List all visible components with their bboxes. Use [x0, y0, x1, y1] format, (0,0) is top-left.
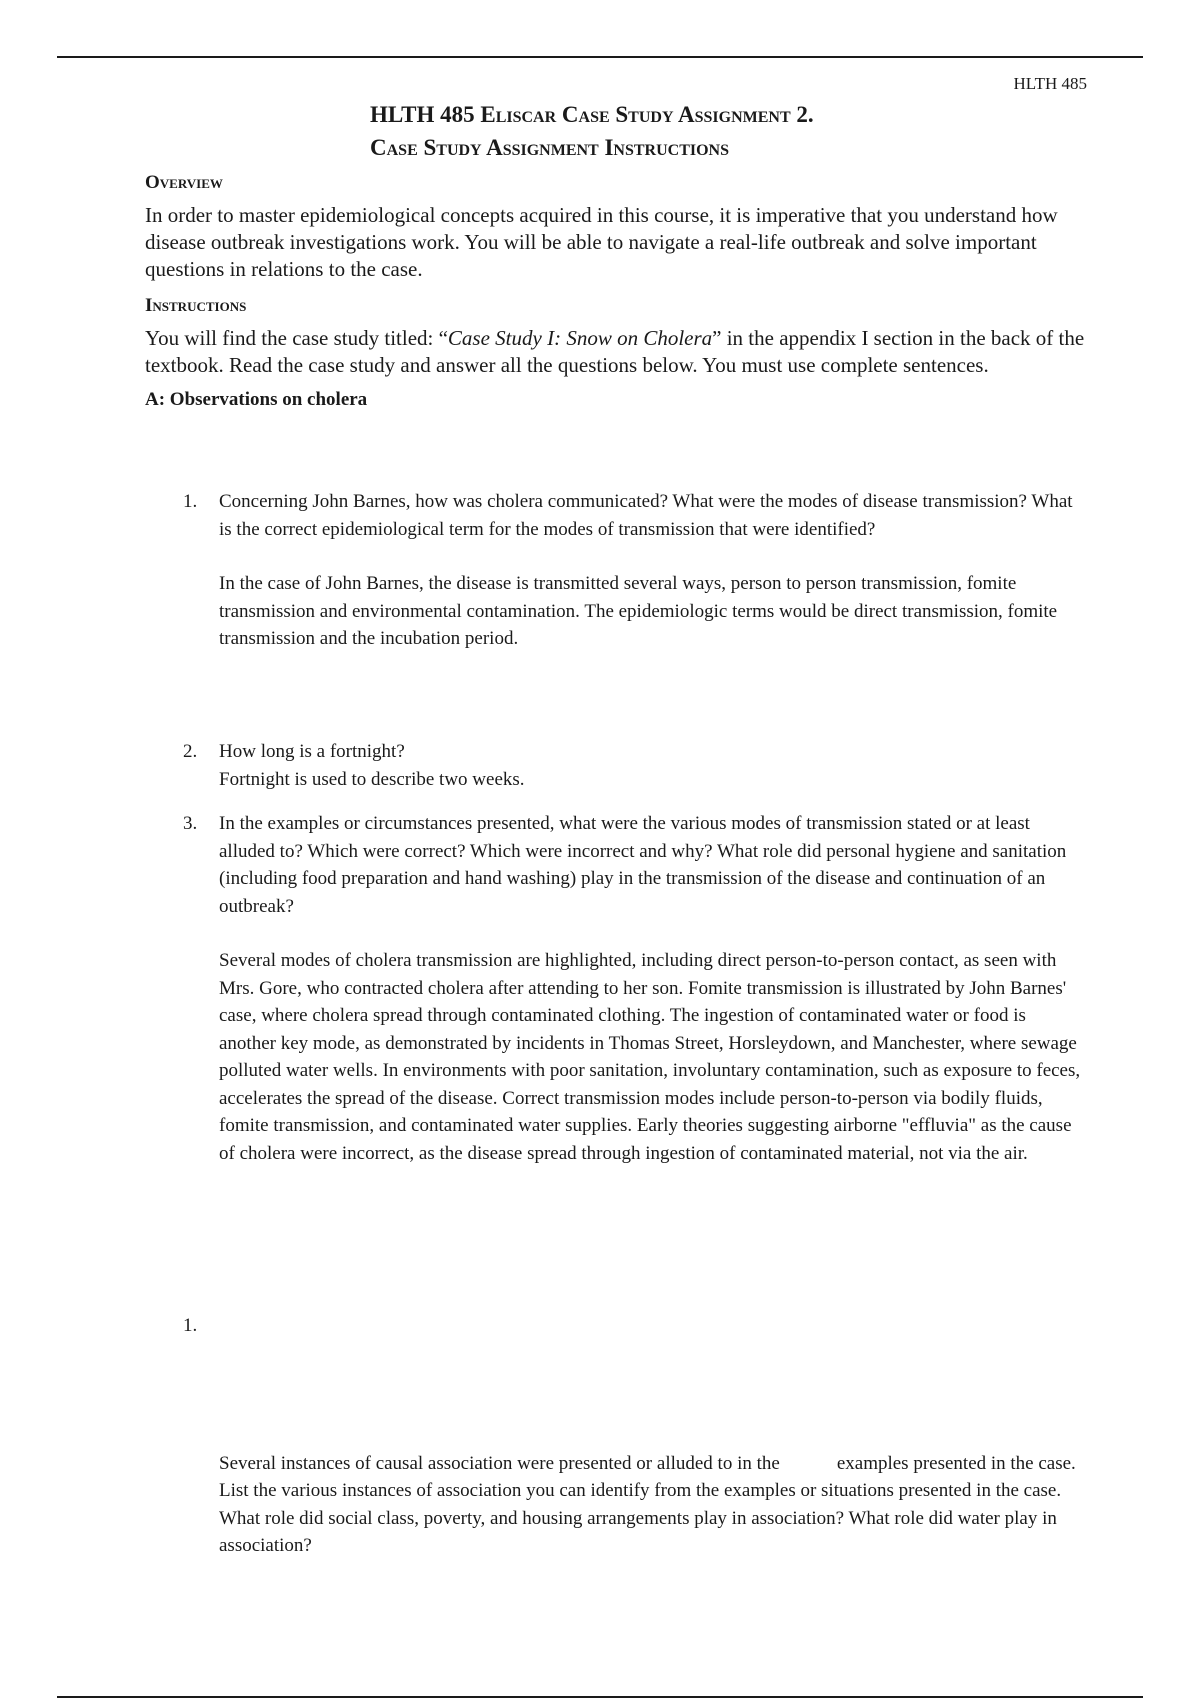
bottom-rule [57, 1696, 1143, 1698]
page-title: HLTH 485 Eliscar Case Study Assignment 2. [370, 102, 814, 127]
question-number: 1. [183, 491, 198, 512]
instructions-heading: Instructions [145, 295, 247, 316]
overview-heading: Overview [145, 172, 223, 193]
top-rule [57, 56, 1143, 58]
question-item [183, 488, 1083, 653]
question-item [183, 738, 1083, 793]
answer-text: Several modes of cholera transmission are highlighted, including direct person-to-person contact, as seen with Mrs. Gore, who contracted cholera after attending to her son. Fomite transmission is illustrated by John Barnes' case, where cholera spread through contaminated clothing. The ingestion of contaminated water or food is another key mode, as demonstrated by incidents in Thomas Street, Horsleydown, and Manchester, where sewage polluted water wells. In environments with poor sanitation, involuntary contamination, such as exposure to feces, accelerates the spread of the disease. Correct transmission modes include person-to-person via bodily fluids, fomite transmission, and contaminated water supplies. Early theories suggesting airborne "effluvia" as the cause of cholera were incorrect, as the disease spread through ingestion of contaminated material, not via the air. [219, 950, 1081, 1164]
running-header: HLTH 485 [1013, 74, 1087, 93]
question-item [183, 1312, 1083, 1642]
question-text: How long is a fortnight? [219, 741, 405, 762]
section-a-heading: A: Observations on cholera [145, 389, 368, 410]
title-block [370, 98, 990, 164]
question-text: Several instances of causal association were presented or alluded to in the examples presented in the case. List the various instances of association you can identify from the examples or situations presented in the case. What role did social class, poverty, and housing arrangements play in association? What role did water play in association? [219, 1452, 1081, 1556]
instructions-text [145, 325, 1085, 379]
answer-text: In the case of John Barnes, the disease is transmitted several ways, person to person transmission, fomite transmission and environmental contamination. The epidemiologic terms would be direct transmission, fomite transmission and the incubation period. [219, 573, 1058, 649]
question-text: In the examples or circumstances presented, what were the various modes of transmission stated or at least alluded to? Which were correct? Which were incorrect and why? What role did personal hygiene and sanitation (including food preparation and hand washing) play in the transmission of the disease and continuation of an outbreak? [219, 813, 1067, 917]
overview-text: In order to master epidemiological concepts acquired in this course, it is imperative that you understand how disease outbreak investigations work. You will be able to navigate a real-life outbreak and solve important questions in relations to the case. [145, 203, 1058, 281]
question-number: 2. [183, 741, 198, 762]
question-item [183, 810, 1083, 1167]
answer-text: Fortnight is used to describe two weeks. [219, 768, 525, 790]
question-number: 1. [183, 1315, 198, 1336]
instructions-text-before: You will find the case study titled: “ [145, 326, 448, 350]
page-subtitle: Case Study Assignment Instructions [370, 135, 730, 160]
question-text: Concerning John Barnes, how was cholera communicated? What were the modes of disease transmission? What is the correct epidemiological term for the modes of transmission that were identified? [219, 491, 1073, 540]
instructions-text-after: ” in the appendix I section in the back of the textbook. Read the case study and answer all the questions below. You must use complete sentences. [145, 326, 1085, 377]
question-number: 3. [183, 813, 198, 834]
case-study-title: Case Study I: Snow on Cholera [447, 326, 713, 350]
document-body [145, 170, 1085, 413]
